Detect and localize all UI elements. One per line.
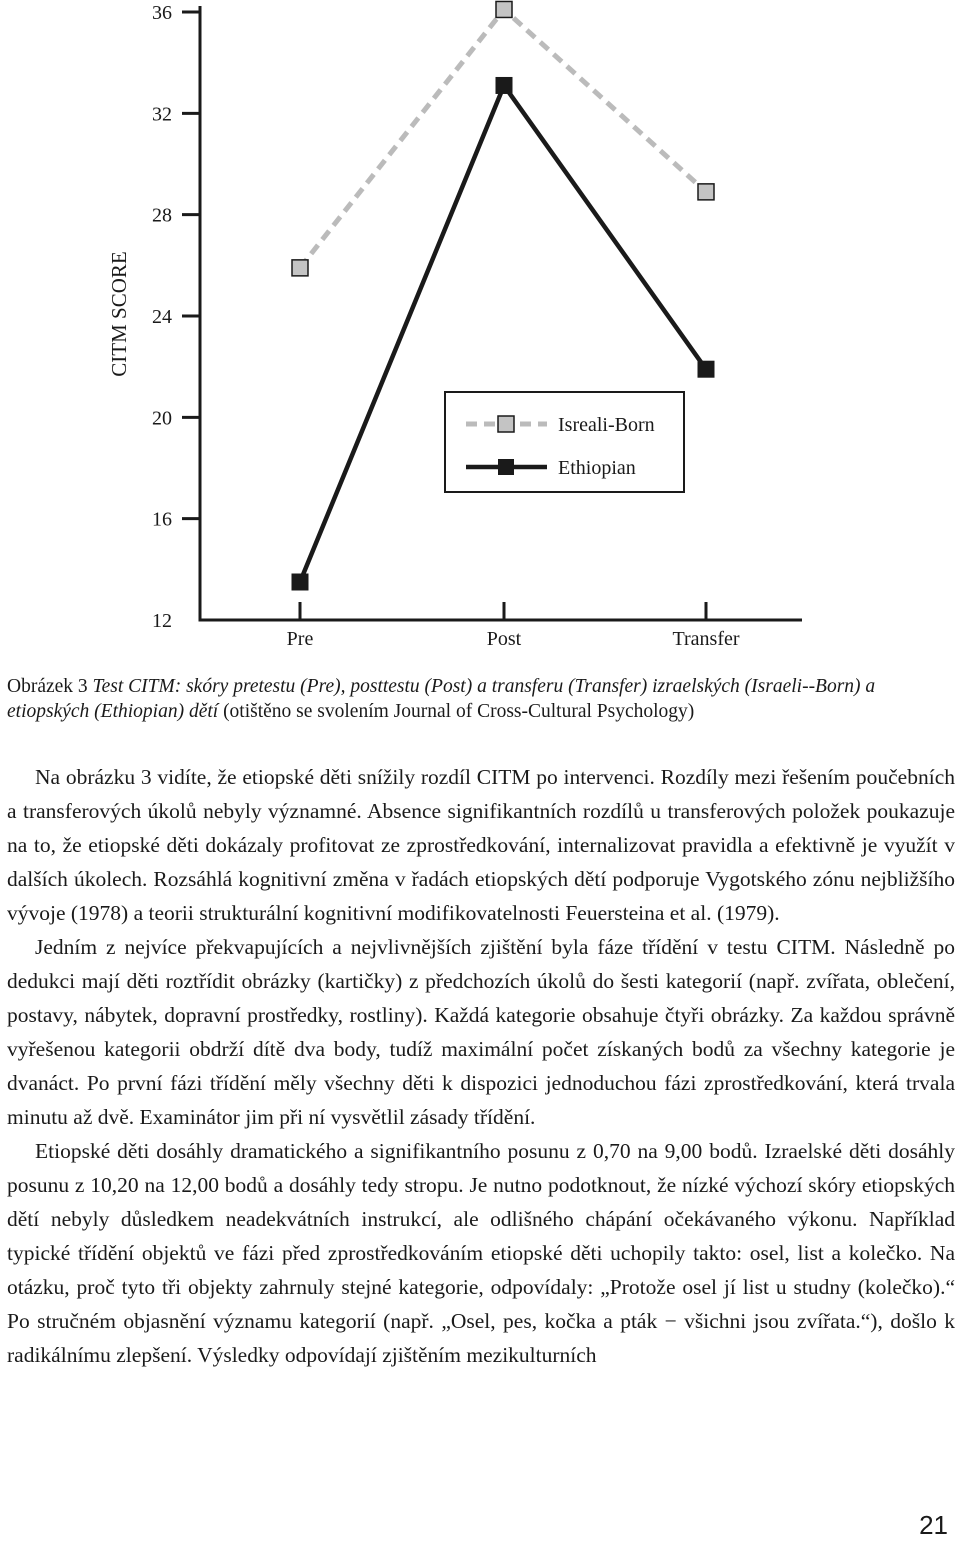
body-text [7,760,955,1372]
data-point [496,77,513,94]
paragraph: Jedním z nejvíce překvapujících a nejvlivnějších zjištění byla fáze třídění v testu CITM. Následně po dedukci mají děti roztřídit obrázky (kartičky) z předchozích úkolů do šesti kategorií (např. zvířata, oblečení, postavy, nábytek, dopravní prostředky, rostliny). Každá kategorie obsahuje čtyři obrázky. Za každou správně vyřešenou kategorii obdrží dítě dva body, tudíž maximální počet získaných bodů za všechny kategorie je dvanáct. Po první fázi třídění měly všechny děti k dispozici jednoduchou fázi zprostředkování, která trvala minutu až dvě. Examinátor jim při ní vysvětlil zásady třídění. [7,935,955,1129]
figure-caption [7,674,953,724]
data-point [292,574,309,591]
legend-marker [498,416,514,432]
data-point [496,1,512,17]
y-tick-label: 12 [152,610,172,632]
chart-legend [445,392,684,492]
y-axis-title: CITM SCORE [107,251,131,377]
data-point [698,361,715,378]
page-number: 21 [919,1510,948,1540]
series-line-0 [300,9,706,267]
y-tick-label: 28 [152,204,172,227]
x-tick-label: Pre [286,628,314,650]
legend-marker [498,459,514,475]
line-chart [0,0,960,660]
data-point [698,184,714,200]
y-tick-label: 24 [152,306,172,328]
y-tick-label: 20 [152,407,172,430]
legend-label: Ethiopian [558,457,636,479]
chart-axes [107,2,802,650]
caption-suffix: (otištěno se svolením Journal of Cross-Cultural Psychology) [218,701,695,722]
chart-series [292,1,715,590]
y-tick-label: 32 [152,103,172,126]
caption-prefix: Obrázek 3 [7,676,93,697]
x-tick-label: Transfer [672,628,740,650]
paragraph: Na obrázku 3 vidíte, že etiopské děti snížily rozdíl CITM po intervenci. Rozdíly mezi řešením poučebních a transferových úkolů nebyly významné. Absence signifikantních rozdílů u transferových položek poukazuje na to, že etiopské děti dokázaly profitovat ze zprostředkování, internalizovat pravidla a efektivně je využít v dalších úkolech. Rozsáhlá kognitivní změna v řadách etiopských dětí podporuje Vygotského zónu nejbližšího vývoje (1978) a teorii strukturální kognitivní modifikovatelnosti Feuersteina et al. (1979). [7,765,955,925]
data-point [292,260,308,276]
y-tick-label: 16 [152,508,172,531]
caption-italic: Test CITM: skóry pretestu (Pre), posttestu (Post) a transferu (Transfer) izraelských (Israeli--Born) a etiopských (Ethiopian) dětí [7,676,876,722]
legend-label: Isreali-Born [558,414,655,436]
x-tick-label: Post [486,628,522,650]
y-tick-label: 36 [152,2,172,24]
paragraph: Etiopské děti dosáhly dramatického a signifikantního posunu z 0,70 na 9,00 bodů. Izraelské děti dosáhly posunu z 10,20 na 12,00 bodů a dosáhly tedy stropu. Je nutno podotknout, že nízké výchozí skóry etiopských dětí nebyly důsledkem neadekvátních instrukcí, ale odlišného chápání očekávaného výkonu. Například typické třídění objektů ve fázi před zprostředkováním etiopské děti uchopily takto: osel, list a kolečko. Na otázku, proč tyto tři objekty zahrnuly stejné kategorie, odpovídaly: „Protože osel jí list u studny (kolečko).“ Po stručném objasnění významu kategorií (např. „Osel, pes, kočka a pták − všichni jsou zvířata.“), došlo k radikálnímu zlepšení. Výsledky odpovídají zjištěním mezikulturních [7,1139,955,1367]
series-line-1 [300,85,706,582]
